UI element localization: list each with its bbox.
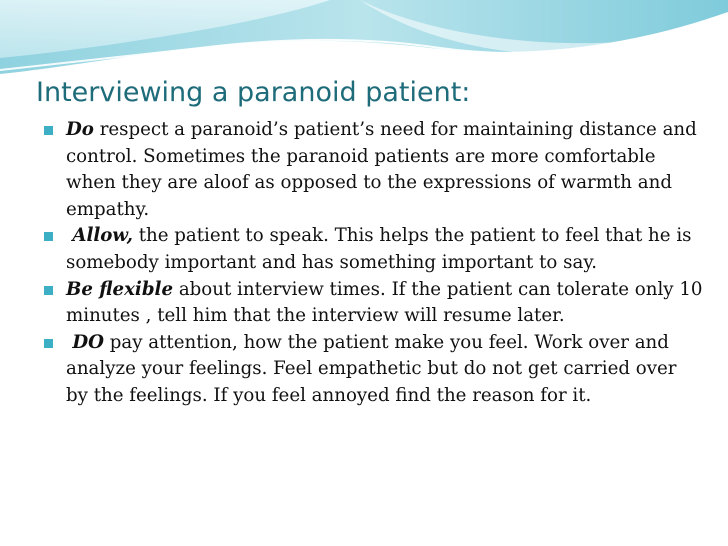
square-bullet-icon [44, 126, 53, 135]
bullet-item-do-pay-attention [43, 330, 703, 410]
bullet-lead: Allow, [66, 225, 133, 247]
bullet-text: pay attention, how the patient make you feel. Work over and analyze your feelings. Feel empathetic but do not get carried over by the feelings. If you feel annoyed find the reason for it. [66, 331, 677, 406]
square-bullet-icon [44, 232, 53, 241]
bullet-item-be-flexible [43, 277, 703, 330]
bullet-item-do [43, 117, 703, 223]
square-bullet-icon [44, 286, 53, 295]
square-bullet-icon [44, 339, 53, 348]
bullet-lead: Do [66, 119, 94, 140]
bullet-list [43, 117, 703, 410]
bullet-lead: Be flexible [66, 278, 174, 300]
bullet-text: about interview times. If the patient can tolerate only 10 minutes , tell him that the interview will resume later. [66, 278, 703, 327]
bullet-lead: DO [66, 331, 104, 353]
bullet-text: the patient to speak. This helps the patient to feel that he is somebody important and has something important to say. [66, 225, 692, 273]
slide-title: Interviewing a paranoid patient: [36, 77, 471, 108]
bullet-text: respect a paranoid’s patient’s need for maintaining distance and control. Sometimes the paranoid patients are more comfortable when they are aloof as opposed to the expressions of warmth and empathy. [66, 119, 697, 220]
bullet-item-allow [43, 223, 703, 276]
